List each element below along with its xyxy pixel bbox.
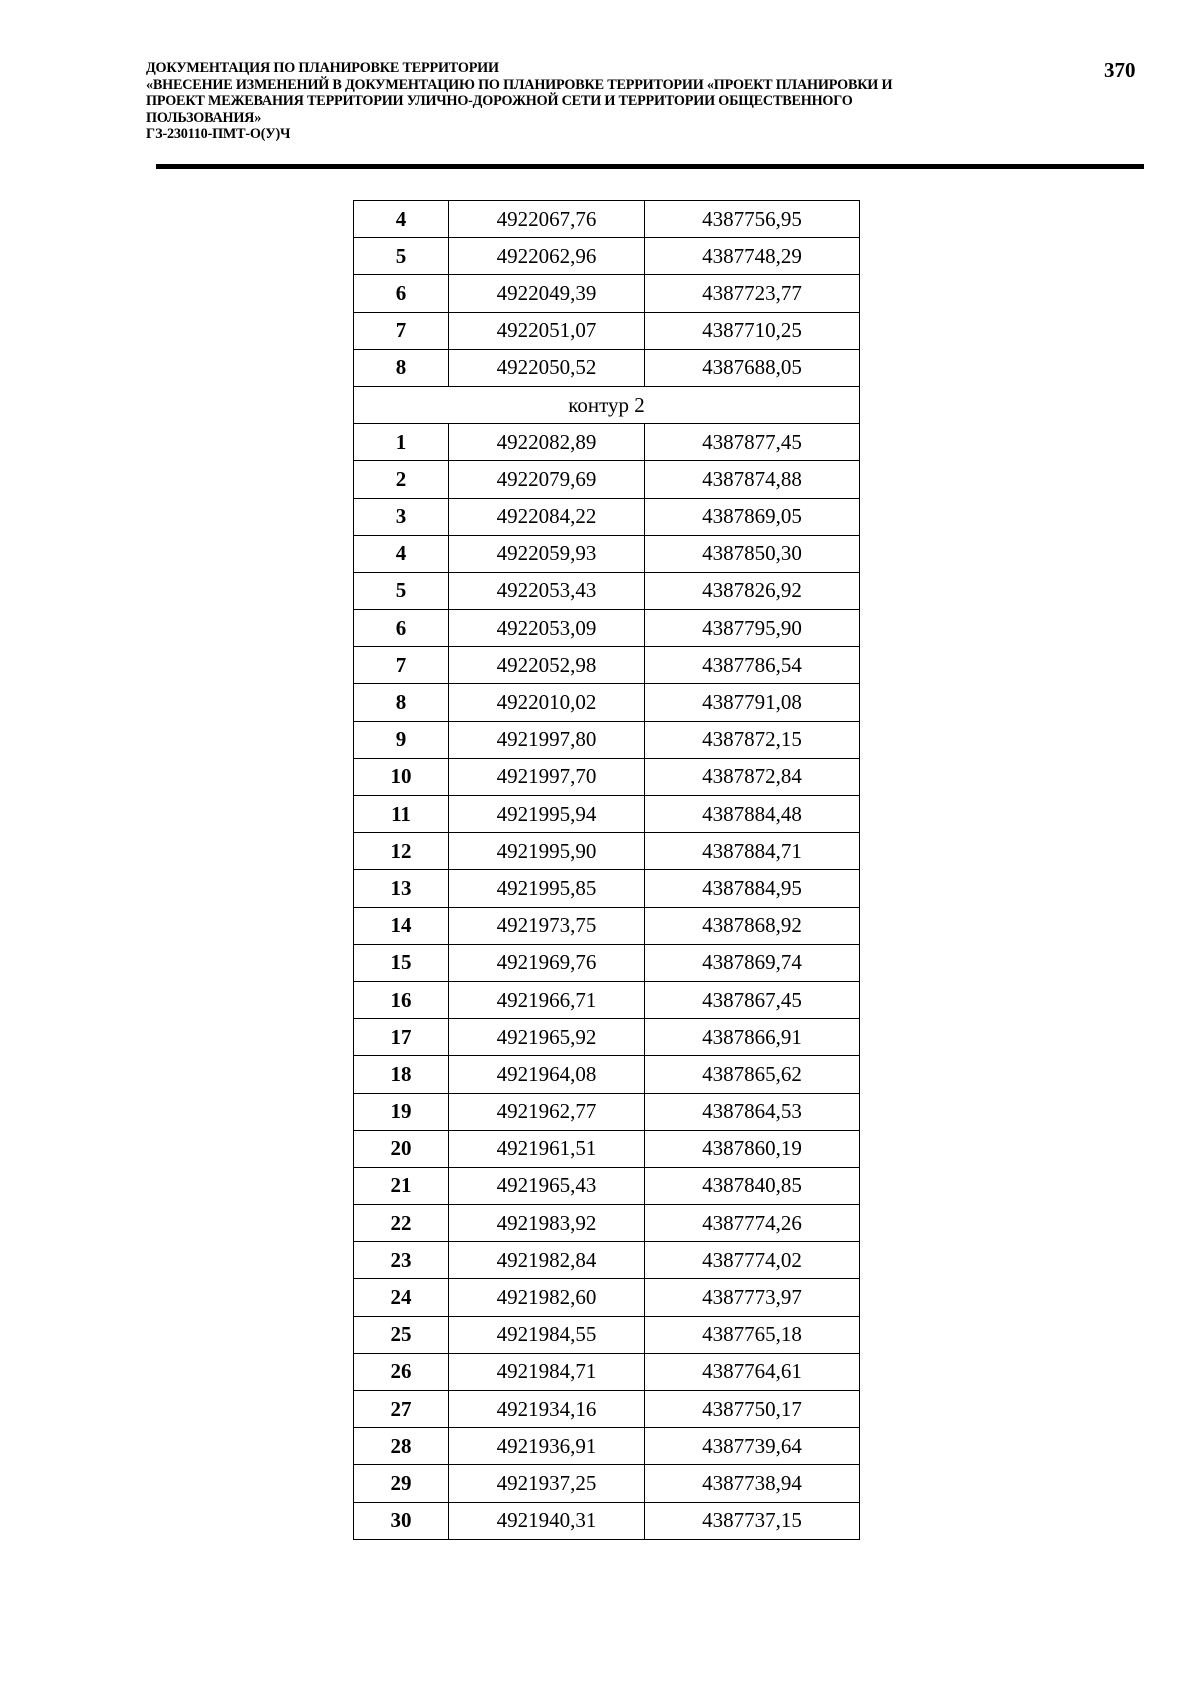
point-number-cell: 18	[354, 1056, 449, 1093]
point-number-cell: 19	[354, 1093, 449, 1130]
point-number-cell: 4	[354, 201, 449, 238]
table-row	[354, 1242, 860, 1279]
y-coordinate-cell: 4387774,26	[645, 1205, 860, 1242]
x-coordinate-cell: 4922082,89	[449, 424, 645, 461]
table-row	[354, 498, 860, 535]
point-number-cell: 17	[354, 1019, 449, 1056]
point-number-cell: 21	[354, 1167, 449, 1204]
point-number-cell: 5	[354, 572, 449, 609]
x-coordinate-cell: 4921983,92	[449, 1205, 645, 1242]
table-row	[354, 1316, 860, 1353]
y-coordinate-cell: 4387756,95	[645, 201, 860, 238]
table-row	[354, 944, 860, 981]
y-coordinate-cell: 4387748,29	[645, 238, 860, 275]
coordinates-table	[353, 200, 860, 1540]
table-row	[354, 907, 860, 944]
table-row	[354, 1353, 860, 1390]
point-number-cell: 29	[354, 1465, 449, 1502]
y-coordinate-cell: 4387765,18	[645, 1316, 860, 1353]
table-row	[354, 647, 860, 684]
x-coordinate-cell: 4921966,71	[449, 981, 645, 1018]
y-coordinate-cell: 4387860,19	[645, 1130, 860, 1167]
point-number-cell: 16	[354, 981, 449, 1018]
x-coordinate-cell: 4921995,90	[449, 833, 645, 870]
y-coordinate-cell: 4387872,84	[645, 758, 860, 795]
document-code: ГЗ-230110-ПМТ-О(У)Ч	[146, 126, 291, 142]
table-row	[354, 1019, 860, 1056]
table-row	[354, 1205, 860, 1242]
table-row	[354, 1279, 860, 1316]
x-coordinate-cell: 4921997,70	[449, 758, 645, 795]
y-coordinate-cell: 4387884,71	[645, 833, 860, 870]
y-coordinate-cell: 4387786,54	[645, 647, 860, 684]
y-coordinate-cell: 4387737,15	[645, 1502, 860, 1539]
point-number-cell: 7	[354, 312, 449, 349]
y-coordinate-cell: 4387795,90	[645, 610, 860, 647]
point-number-cell: 12	[354, 833, 449, 870]
x-coordinate-cell: 4922059,93	[449, 535, 645, 572]
x-coordinate-cell: 4921969,76	[449, 944, 645, 981]
table-row	[354, 1391, 860, 1428]
y-coordinate-cell: 4387864,53	[645, 1093, 860, 1130]
table-row	[354, 796, 860, 833]
y-coordinate-cell: 4387750,17	[645, 1391, 860, 1428]
table-row	[354, 1130, 860, 1167]
x-coordinate-cell: 4921965,43	[449, 1167, 645, 1204]
y-coordinate-cell: 4387773,97	[645, 1279, 860, 1316]
x-coordinate-cell: 4921940,31	[449, 1502, 645, 1539]
table-row	[354, 1428, 860, 1465]
header-line-2: «ВНЕСЕНИЕ ИЗМЕНЕНИЙ В ДОКУМЕНТАЦИЮ ПО ПЛАНИРОВКЕ ТЕРРИТОРИИ «ПРОЕКТ ПЛАНИРОВКИ И	[146, 76, 893, 93]
table-row	[354, 572, 860, 609]
y-coordinate-cell: 4387884,95	[645, 870, 860, 907]
x-coordinate-cell: 4921995,85	[449, 870, 645, 907]
point-number-cell: 22	[354, 1205, 449, 1242]
point-number-cell: 14	[354, 907, 449, 944]
y-coordinate-cell: 4387826,92	[645, 572, 860, 609]
page-number: 370	[1104, 58, 1136, 82]
table-row	[354, 1093, 860, 1130]
x-coordinate-cell: 4921997,80	[449, 721, 645, 758]
point-number-cell: 9	[354, 721, 449, 758]
point-number-cell: 27	[354, 1391, 449, 1428]
y-coordinate-cell: 4387764,61	[645, 1353, 860, 1390]
x-coordinate-cell: 4922079,69	[449, 461, 645, 498]
point-number-cell: 24	[354, 1279, 449, 1316]
x-coordinate-cell: 4921973,75	[449, 907, 645, 944]
point-number-cell: 10	[354, 758, 449, 795]
header-line-3: ПРОЕКТ МЕЖЕВАНИЯ ТЕРРИТОРИИ УЛИЧНО-ДОРОЖНОЙ СЕТИ И ТЕРРИТОРИИ ОБЩЕСТВЕННОГО	[146, 93, 853, 109]
table-row	[354, 201, 860, 238]
table-row	[354, 461, 860, 498]
x-coordinate-cell: 4921982,60	[449, 1279, 645, 1316]
section-label: контур 2	[354, 386, 860, 423]
x-coordinate-cell: 4922049,39	[449, 275, 645, 312]
point-number-cell: 5	[354, 238, 449, 275]
point-number-cell: 1	[354, 424, 449, 461]
x-coordinate-cell: 4922067,76	[449, 201, 645, 238]
table-row	[354, 535, 860, 572]
y-coordinate-cell: 4387872,15	[645, 721, 860, 758]
y-coordinate-cell: 4387791,08	[645, 684, 860, 721]
table-row	[354, 721, 860, 758]
table-row	[354, 312, 860, 349]
y-coordinate-cell: 4387774,02	[645, 1242, 860, 1279]
x-coordinate-cell: 4922053,09	[449, 610, 645, 647]
x-coordinate-cell: 4921995,94	[449, 796, 645, 833]
y-coordinate-cell: 4387738,94	[645, 1465, 860, 1502]
point-number-cell: 7	[354, 647, 449, 684]
y-coordinate-cell: 4387688,05	[645, 349, 860, 386]
point-number-cell: 2	[354, 461, 449, 498]
point-number-cell: 11	[354, 796, 449, 833]
y-coordinate-cell: 4387723,77	[645, 275, 860, 312]
table-row	[354, 833, 860, 870]
y-coordinate-cell: 4387877,45	[645, 424, 860, 461]
x-coordinate-cell: 4921936,91	[449, 1428, 645, 1465]
y-coordinate-cell: 4387874,88	[645, 461, 860, 498]
table-row	[354, 981, 860, 1018]
header-divider	[156, 164, 1144, 169]
x-coordinate-cell: 4922050,52	[449, 349, 645, 386]
table-row	[354, 275, 860, 312]
x-coordinate-cell: 4921934,16	[449, 1391, 645, 1428]
x-coordinate-cell: 4921984,55	[449, 1316, 645, 1353]
y-coordinate-cell: 4387867,45	[645, 981, 860, 1018]
x-coordinate-cell: 4921984,71	[449, 1353, 645, 1390]
x-coordinate-cell: 4921965,92	[449, 1019, 645, 1056]
point-number-cell: 4	[354, 535, 449, 572]
table-row	[354, 870, 860, 907]
y-coordinate-cell: 4387865,62	[645, 1056, 860, 1093]
table-row	[354, 1465, 860, 1502]
y-coordinate-cell: 4387866,91	[645, 1019, 860, 1056]
point-number-cell: 15	[354, 944, 449, 981]
document-header	[146, 60, 1096, 143]
table-row	[354, 758, 860, 795]
x-coordinate-cell: 4921962,77	[449, 1093, 645, 1130]
table-row	[354, 684, 860, 721]
y-coordinate-cell: 4387884,48	[645, 796, 860, 833]
x-coordinate-cell: 4922010,02	[449, 684, 645, 721]
x-coordinate-cell: 4921937,25	[449, 1465, 645, 1502]
point-number-cell: 8	[354, 349, 449, 386]
y-coordinate-cell: 4387869,05	[645, 498, 860, 535]
table-row	[354, 1056, 860, 1093]
point-number-cell: 3	[354, 498, 449, 535]
table-row	[354, 238, 860, 275]
y-coordinate-cell: 4387710,25	[645, 312, 860, 349]
x-coordinate-cell: 4922052,98	[449, 647, 645, 684]
point-number-cell: 25	[354, 1316, 449, 1353]
point-number-cell: 30	[354, 1502, 449, 1539]
x-coordinate-cell: 4922084,22	[449, 498, 645, 535]
point-number-cell: 13	[354, 870, 449, 907]
table-row	[354, 1167, 860, 1204]
point-number-cell: 6	[354, 275, 449, 312]
point-number-cell: 28	[354, 1428, 449, 1465]
y-coordinate-cell: 4387869,74	[645, 944, 860, 981]
point-number-cell: 26	[354, 1353, 449, 1390]
point-number-cell: 20	[354, 1130, 449, 1167]
x-coordinate-cell: 4921964,08	[449, 1056, 645, 1093]
point-number-cell: 23	[354, 1242, 449, 1279]
header-line-4: ПОЛЬЗОВАНИЯ»	[146, 109, 262, 126]
table-row	[354, 349, 860, 386]
point-number-cell: 6	[354, 610, 449, 647]
y-coordinate-cell: 4387739,64	[645, 1428, 860, 1465]
x-coordinate-cell: 4921982,84	[449, 1242, 645, 1279]
y-coordinate-cell: 4387840,85	[645, 1167, 860, 1204]
x-coordinate-cell: 4922062,96	[449, 238, 645, 275]
table-row	[354, 1502, 860, 1539]
x-coordinate-cell: 4922051,07	[449, 312, 645, 349]
y-coordinate-cell: 4387850,30	[645, 535, 860, 572]
table-row	[354, 610, 860, 647]
y-coordinate-cell: 4387868,92	[645, 907, 860, 944]
x-coordinate-cell: 4921961,51	[449, 1130, 645, 1167]
header-line-1: ДОКУМЕНТАЦИЯ ПО ПЛАНИРОВКЕ ТЕРРИТОРИИ	[146, 60, 499, 76]
section-row	[354, 386, 860, 423]
table-row	[354, 424, 860, 461]
point-number-cell: 8	[354, 684, 449, 721]
x-coordinate-cell: 4922053,43	[449, 572, 645, 609]
